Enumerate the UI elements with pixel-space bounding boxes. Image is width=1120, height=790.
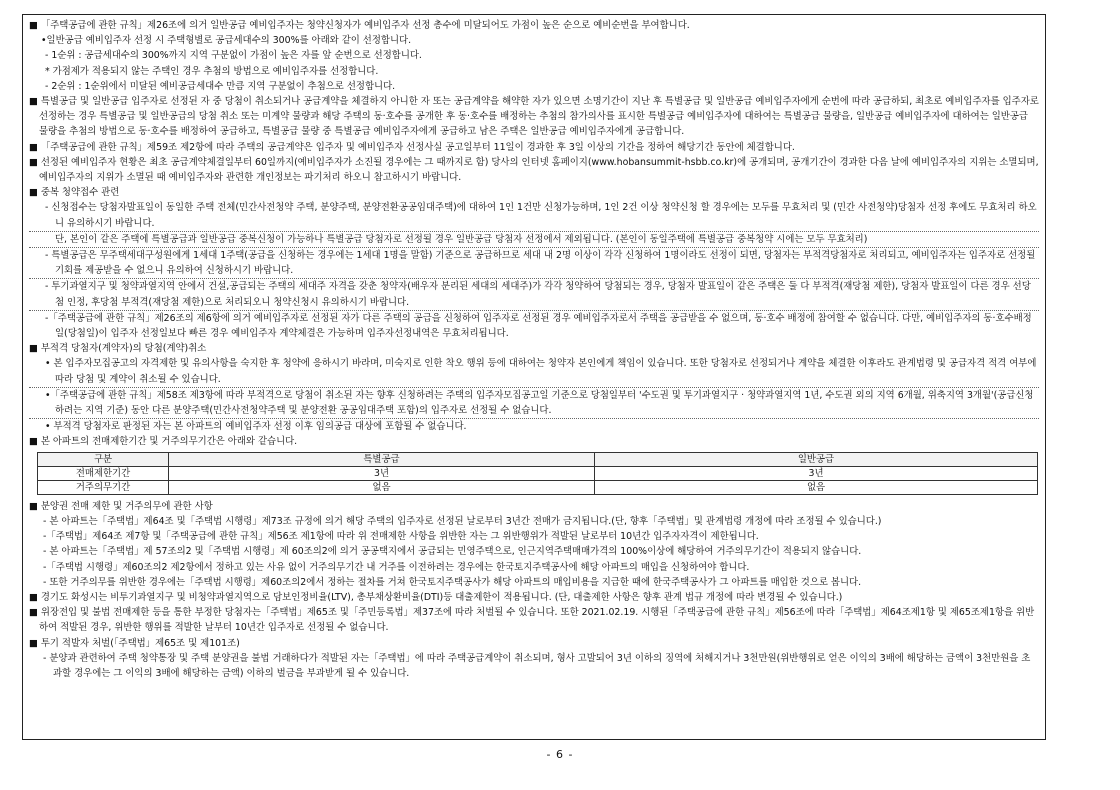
paragraph: ■ 「주택공급에 관한 규칙」제26조에 의거 일반공급 예비입주자는 청약신청자가 예비입주자 선정 총수에 미달되어도 가점이 높은 순으로 예비순번을 부여합니다. — [29, 20, 690, 31]
paragraph: - 본 아파트는「주택법」제64조 및「주택법 시행령」제73조 규정에 의거 해당 주택의 입주자로 선정된 날로부터 3년간 전매가 금지됩니다.(단, 향후「주택법」및 관계법령 개정에 따라 조정될 수 있습니다.) — [43, 515, 882, 527]
document-page — [22, 14, 1046, 740]
table-cell: 3년 — [595, 466, 1038, 480]
paragraph: ■ 경기도 화성시는 비투기과열지구 및 비청약과열지역으로 담보인정비율(LTV), 총부채상환비율(DTI)등 대출제한이 적용됩니다. (단, 대출제한 사항은 향후 관계 법규 개정에 따라 변경될 수 있습니다.) — [29, 591, 843, 603]
paragraph: -「주택공급에 관한 규칙」제26조의 제6항에 의거 예비입주자로 선정된 자가 다른 주택의 공급을 신청하여 입주자로 선정된 경우 예비입주자로서 주택을 공급받을 수 없으며, 동·호수 배정에 참여할 수 없습니다. 다만, 예비입주자의 동·호수배정일(당첨일)이 입주자 선정일보다 빠른 경우 예비입주자 계약체결은 가능하며 입주자선정내역은 무효처리됩니다. — [29, 310, 1039, 341]
notice-section-lower — [29, 499, 1039, 681]
paragraph: ■ 선정된 예비입주자 현황은 최초 공급계약체결일부터 60일까지(예비입주자가 소진될 경우에는 그 때까지로 함) 당사의 인터넷 홈페이지(www.hobansummit-hsbb.co.kr)에 공개되며, 공개기간이 경과한 다음 날에 예비입주자의 지위는 소멸되며, 예비입주자의 지위가 소멸된 때 예비입주자와 관련한 개인정보는 파기처리 하오니 참고하시기 바랍니다. — [29, 156, 1039, 184]
table-cell: 거주의무기간 — [38, 480, 169, 494]
paragraph: - 분양과 관련하여 주택 청약통장 및 주택 분양권을 불법 거래하다가 적발된 자는「주택법」에 따라 주택공급계약이 취소되며, 형사 고발되어 3년 이하의 징역에 처해지거나 3천만원(위반행위로 얻은 이익의 3배에 해당하는 금액이 3천만원을 초과할 경우에는 그 이익의 3배에 해당하는 금액) 이하의 벌금을 부과받게 될 수 있습니다. — [43, 652, 1031, 679]
notice-section-upper — [29, 18, 1039, 450]
paragraph: - 신청접수는 당첨자발표일이 동일한 주택 전체(민간사전청약 주택, 분양주택, 분양전환공공임대주택)에 대하여 1인 1건만 신청가능하며, 1인 2건 이상 청약신청 할 경우에는 모두를 무효처리 및 (민간 사전청약)당첨자 선정 후에도 무효처리 하오니 유의하시기 바랍니다. — [45, 202, 1037, 229]
paragraph: ■ 특별공급 및 일반공급 입주자로 선정된 자 중 당첨이 취소되거나 공급계약을 체결하지 아니한 자 또는 공급계약을 해약한 자가 있으면 소명기간이 지난 후 특별공급 및 일반공급 예비입주자에게 순번에 따라 공급하되, 최초로 예비입주자를 입주자로 선정하는 경우 특별공급 및 일반공급의 당첨 취소 또는 미계약 물량과 해당 주택의 동·호수를 공개한 후 동·호수를 배정하는 추첨의 참가의사를 표시한 특별공급 예비입주자에 대하여는 특별공급 물량을, 일반공급 예비입주자에 대하여는 일반공급 물량을 추첨의 방법으로 동·호수를 배정하여 공급하고, 특별공급 물량 중 특별공급 예비입주자에게 공급하고 남은 주택은 일반공급 예비입주자에게 공급합니다. — [29, 96, 1039, 138]
table-header-cell: 특별공급 — [169, 452, 595, 466]
table-cell: 전매제한기간 — [38, 466, 169, 480]
paragraph: - 투기과열지구 및 청약과열지역 안에서 건설,공급되는 주택의 세대주 자격을 갖춘 청약자(배우자 분리된 세대의 세대주)가 각각 청약하여 당첨되는 경우, 당첨자 발표일이 같은 주택은 둘 다 부적격(재당첨 제한), 당첨자 발표일이 다른 경우 선당첨 인정, 후당첨 부적격(재당첨 제한)으로 처리되오니 청약신청시 유의하시기 바랍니다. — [29, 278, 1039, 309]
table-cell: 3년 — [169, 466, 595, 480]
paragraph: •일반공급 예비입주자 선정 시 주택형별로 공급세대수의 300%를 아래와 같이 선정합니다. — [41, 35, 412, 47]
table-header-row — [38, 452, 1038, 466]
paragraph: - 1순위 : 공급세대수의 300%까지 지역 구분없이 가점이 높은 자를 앞 순번으로 선정합니다. — [45, 50, 422, 62]
paragraph: •「주택공급에 관한 규칙」제58조 제3항에 따라 부적격으로 당첨이 취소된 자는 향후 신청하려는 주택의 입주자모집공고일 기준으로 당첨일부터 '수도권 및 투기과열지구 · 청약과열지역 1년, 수도권 외의 지역 6개월, 위축지역 3개월'(공급신청하려는 지역 기준) 동안 다른 분양주택(민간사전청약주택 및 분양전환 공공임대주택 포함)의 입주자로 선정될 수 없습니다. — [29, 387, 1039, 418]
paragraph: - 2순위 : 1순위에서 미달된 예비공급세대수 만큼 지역 구분없이 추첨으로 선정합니다. — [45, 80, 396, 92]
paragraph: ■ 중복 청약접수 관련 — [29, 187, 120, 199]
table-row — [38, 480, 1038, 494]
paragraph: ■ 분양권 전매 제한 및 거주의무에 관한 사항 — [29, 500, 213, 512]
paragraph: - 본 아파트는「주택법」제 57조의2 및「주택법 시행령」제 60조의2에 의거 공공택지에서 공급되는 민영주택으로, 인근지역주택매매가격의 100%이상에 해당하여 거주의무기간이 적용되지 않습니다. — [43, 546, 862, 558]
period-table — [37, 452, 1038, 495]
paragraph: - 또한 거주의무를 위반한 경우에는「주택법 시행령」제60조의2에서 정하는 절차를 거쳐 한국토지주택공사가 해당 아파트의 매입비용을 지급한 때에 한국주택공사가 그 아파트를 매입한 것으로 봅니다. — [43, 576, 862, 588]
paragraph: ■ 본 아파트의 전매제한기간 및 거주의무기간은 아래와 같습니다. — [29, 436, 298, 448]
table-header-cell: 일반공급 — [595, 452, 1038, 466]
page-number: - 6 - — [546, 748, 574, 761]
table-header-cell: 구분 — [38, 452, 169, 466]
paragraph: 단, 본인이 같은 주택에 특별공급과 일반공급 중복신청이 가능하나 특별공급 당첨자로 선정될 경우 일반공급 당첨자 선정에서 제외됩니다. (본인이 동일주택에 특별공급 중복청약 시에는 모두 무효처리) — [29, 231, 1039, 247]
paragraph: • 부적격 당첨자로 판정된 자는 본 아파트의 예비입주자 선정 이후 임의공급 대상에 포함될 수 없습니다. — [29, 418, 1039, 434]
paragraph: ■ 투기 적발자 처벌(「주택법」제65조 및 제101조) — [29, 637, 240, 649]
paragraph: -「주택법」제64조 제7항 및「주택공급에 관한 규칙」제56조 제1항에 따라 위 전매제한 사항을 위반한 자는 그 위반행위가 적발된 날로부터 10년간 입주자자격이 제한됩니다. — [43, 531, 759, 543]
paragraph: ■ 위장전입 및 불법 전매제한 등을 통한 부정한 당첨자는「주택법」제65조 및「주민등록법」제37조에 따라 처벌될 수 있습니다. 또한 2021.02.19. 시행된「주택공급에 관한 규칙」제56조에 따라「주택법」제64조제1항 및 제65조제1항을 위반하여 적발된 경우, 위반한 행위를 적발한 날부터 10년간 입주자로 선정될 수 없습니다. — [29, 607, 1035, 634]
table-cell: 없음 — [595, 480, 1038, 494]
table-row — [38, 466, 1038, 480]
paragraph: • 본 입주자모집공고의 자격제한 및 유의사항을 숙지한 후 청약에 응하시기 바라며, 미숙지로 인한 착오 행위 등에 대하여는 청약자 본인에게 책임이 있습니다. 또한 당첨자로 선정되거나 계약을 체결한 이후라도 관계법령 및 공급자격 적격 여부에 따라 당첨 및 계약이 취소될 수 있습니다. — [45, 358, 1037, 385]
paragraph: * 가점제가 적용되지 않는 주택인 경우 추첨의 방법으로 예비입주자를 선정합니다. — [45, 65, 379, 77]
paragraph: - 특별공급은 무주택세대구성원에게 1세대 1주택(공급을 신청하는 경우에는 1세대 1명을 말함) 기준으로 공급하므로 세대 내 2명 이상이 각각 신청하여 1명이라도 선정이 되면, 당첨자는 부적격당첨자로 처리되고, 예비입주자는 입주자로 선정될 기회를 제공받을 수 없으니 유의하여 신청하시기 바랍니다. — [29, 247, 1039, 278]
table-cell: 없음 — [169, 480, 595, 494]
paragraph: ■ 「주택공급에 관한 규칙」제59조 제2항에 따라 주택의 공급계약은 입주자 및 예비입주자 선정사실 공고일부터 11일이 경과한 후 3일 이상의 기간을 정하여 해당기간 동안에 체결합니다. — [29, 141, 795, 153]
paragraph: -「주택법 시행령」제60조의2 제2항에서 정하고 있는 사유 없이 거주의무기간 내 거주를 이전하려는 경우에는 한국토지주택공사에 해당 아파트의 매입을 신청하여야 합니다. — [43, 561, 750, 573]
paragraph: ■ 부적격 당첨자(계약자)의 당첨(계약)취소 — [29, 343, 207, 355]
